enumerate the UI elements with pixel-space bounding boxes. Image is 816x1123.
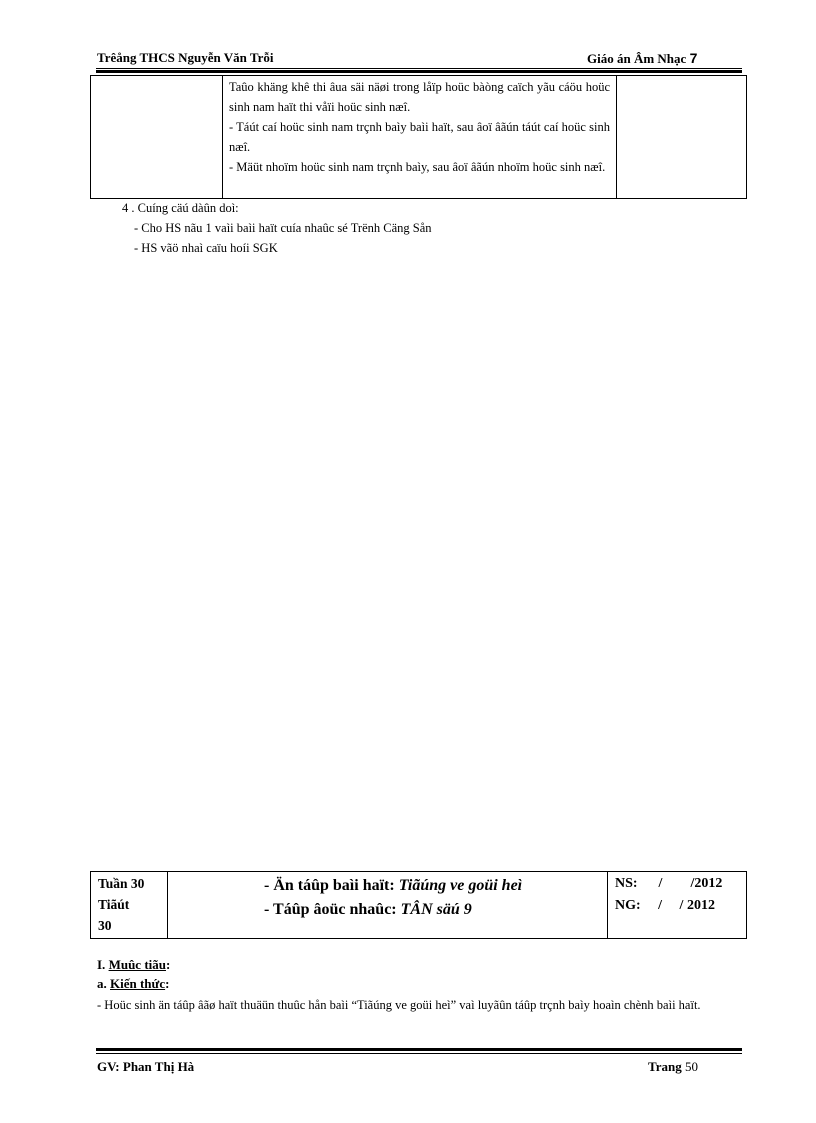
ng-date: NG: / / 2012 <box>615 898 715 913</box>
period-label: Tiãút <box>98 897 130 912</box>
table-row <box>91 76 747 199</box>
footer-page <box>648 1059 698 1075</box>
footer-rule-thick <box>96 1048 742 1051</box>
activity-table <box>90 75 747 199</box>
date-cell <box>608 872 747 939</box>
reading-title: TÂN säú 9 <box>400 901 472 918</box>
table-cell-empty-left <box>91 76 223 199</box>
page-label: Trang <box>648 1059 682 1074</box>
header-rule-thick <box>96 70 742 73</box>
knowledge-text: - Hoüc sinh än táûp âãø haït thuäün thuûc hån baìi “Tiãúng ve goüi heì” vaì luyãûn táûp trçnh baìy hoaìn chènh baìi haït. <box>97 998 701 1012</box>
lesson-title-review-prefix: - Än táûp baìi haït: <box>264 877 399 894</box>
activity-line: Taûo khäng khê thi âua säi näøi trong låïp hoüc bàòng caïch yãu cáöu hoüc sinh nam haït thi våïi hoüc sinh næî. <box>229 80 610 114</box>
knowledge-heading: a. Kiến thức: <box>97 976 170 991</box>
header-school: Trêång THCS Nguyễn Văn Trỗi <box>97 50 274 65</box>
song-title: Tiãúng ve goüi heì <box>398 877 523 894</box>
consolidation-heading: 4 . Cuíng cäú dàûn doì: <box>122 201 239 215</box>
week-label: Tuần 30 <box>98 876 145 891</box>
week-cell <box>91 872 168 939</box>
header-subject <box>587 50 697 67</box>
header-subject-text: Giáo án Âm Nhạc <box>587 51 687 66</box>
consolidation-item: - Cho HS nãu 1 vaìi baìi haït cuía nhaûc sé Trënh Cäng Sån <box>134 221 432 235</box>
consolidation-item: - HS vãö nhaì caïu hoíi SGK <box>134 241 278 255</box>
period-number: 30 <box>98 918 112 933</box>
header-grade: 7 <box>689 50 698 66</box>
table-cell-empty-right <box>617 76 747 199</box>
table-cell-content <box>223 76 617 199</box>
ns-date: NS: / /2012 <box>615 876 723 891</box>
lesson-title-reading <box>264 898 607 922</box>
page-number: 50 <box>684 1059 698 1074</box>
activity-line: - Mäüt nhoïm hoüc sinh nam trçnh baìy, sau âoï âãún nhoïm hoüc sinh næî. <box>229 160 606 174</box>
lesson-box <box>90 871 747 939</box>
lesson-title-review <box>264 874 607 898</box>
activity-line: - Táút caí hoüc sinh nam trçnh baìy baìi haït, sau âoï âãún táút caí hoüc sinh næî. <box>229 120 610 154</box>
header-rule-thin <box>96 68 742 69</box>
table-row <box>91 872 747 939</box>
footer-rule-thin <box>96 1053 742 1054</box>
lesson-title-cell <box>168 872 608 939</box>
lesson-title-reading-prefix: - Táûp âoüc nhaûc: <box>264 901 401 918</box>
footer-teacher: GV: Phan Thị Hà <box>97 1059 195 1074</box>
objectives-heading-text: I. Muûc tiãu: <box>97 957 171 972</box>
objectives-heading <box>97 957 170 973</box>
